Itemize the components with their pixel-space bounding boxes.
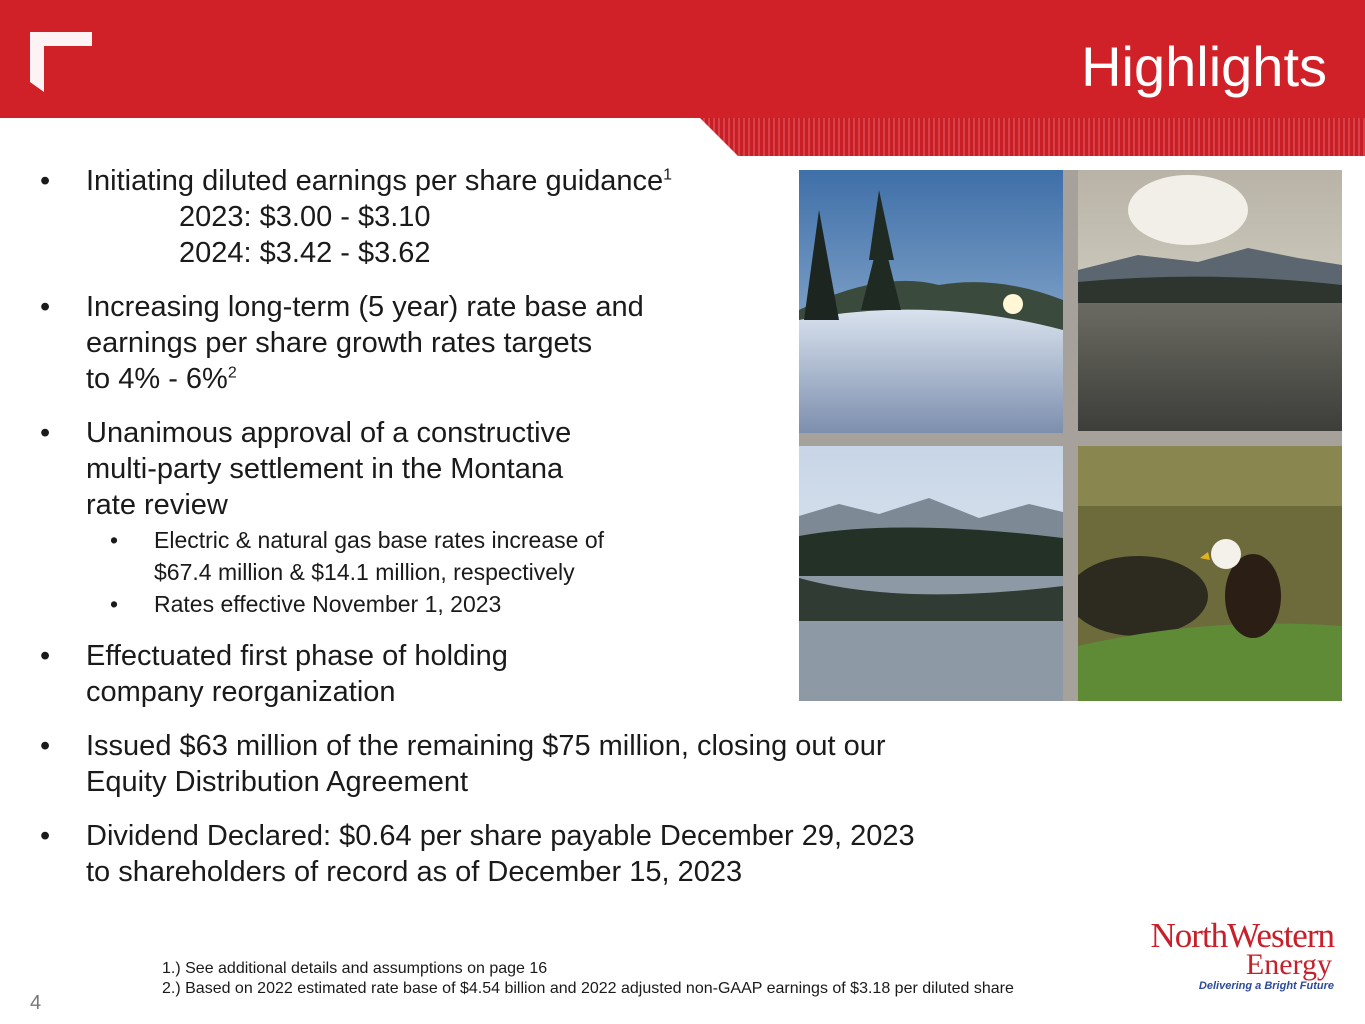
corner-logo-icon [30,32,92,92]
subpoint-rate-increase: • Electric & natural gas base rates increase of $67.4 million & $14.1 million, respectively [86,524,1010,588]
header-bar [0,0,1365,118]
footnote-1: 1.) See additional details and assumptions on page 16 [162,960,548,977]
photo-mountain-reflection [799,446,1063,701]
bullet-marker: • [40,730,51,762]
page-number: 4 [30,992,42,1014]
bullet-marker: • [40,820,51,852]
bullet-marker: • [40,291,51,323]
page-title: Highlights [1081,35,1327,98]
bullet-marker: • [40,417,51,449]
footnotes [162,959,1014,999]
brand-name: NorthWestern [1150,916,1334,955]
brand-tagline: Delivering a Bright Future [1198,980,1334,992]
photo-snow-forest [799,170,1063,433]
photo-mountain-lake [1078,170,1342,431]
northwestern-energy-logo [1130,916,1340,996]
photo-bald-eagle [1078,446,1342,701]
bullet-dividend: • Dividend Declared: $0.64 per share payable December 29, 2023 to shareholders of record as of December 15, 2023 [40,820,915,888]
bullet-settlement: • Unanimous approval of a constructive multi-party settlement in the Montana rate review • Electric & natural gas base rates increase of $67.4 million & $14.1 million, respectively • Rates effective November 1, 2023 [40,415,1010,620]
bullet-marker: • [110,591,119,617]
footnote-ref: 1 [663,166,673,184]
brand-sub: Energy [1245,948,1332,981]
footnote-2: 2.) Based on 2022 estimated rate base of $4.54 billion and 2022 adjusted non-GAAP earnings of $3.18 per diluted share [162,980,1014,997]
bullet-marker: • [40,640,51,672]
bullet-marker: • [110,527,119,553]
bullet-growth-targets: • Increasing long-term (5 year) rate base and earnings per share growth rates targets to 4% - 6%$^2$ [40,291,644,395]
guidance-2024: 2024: $3.42 - $3.62 [179,237,431,269]
subpoint-rates-effective: • Rates effective November 1, 2023 [86,588,1010,620]
header-stripe [700,118,1365,156]
bullet-reorganization: • Effectuated first phase of holding company reorganization [40,640,508,708]
guidance-2023: 2023: $3.00 - $3.10 [179,201,431,233]
bullet-equity-issuance: • Issued $63 million of the remaining $75 million, closing out our Equity Distribution Agreement [40,730,886,798]
bullet-marker: • [40,165,51,197]
bullet-eps-guidance: • Initiating diluted earnings per share guidance$^1$ 2023: $3.00 - $3.10 2024: $3.42 - $3.62 [40,163,1010,271]
footnote-ref: 2 [227,364,237,382]
photo-collage [799,170,1342,701]
